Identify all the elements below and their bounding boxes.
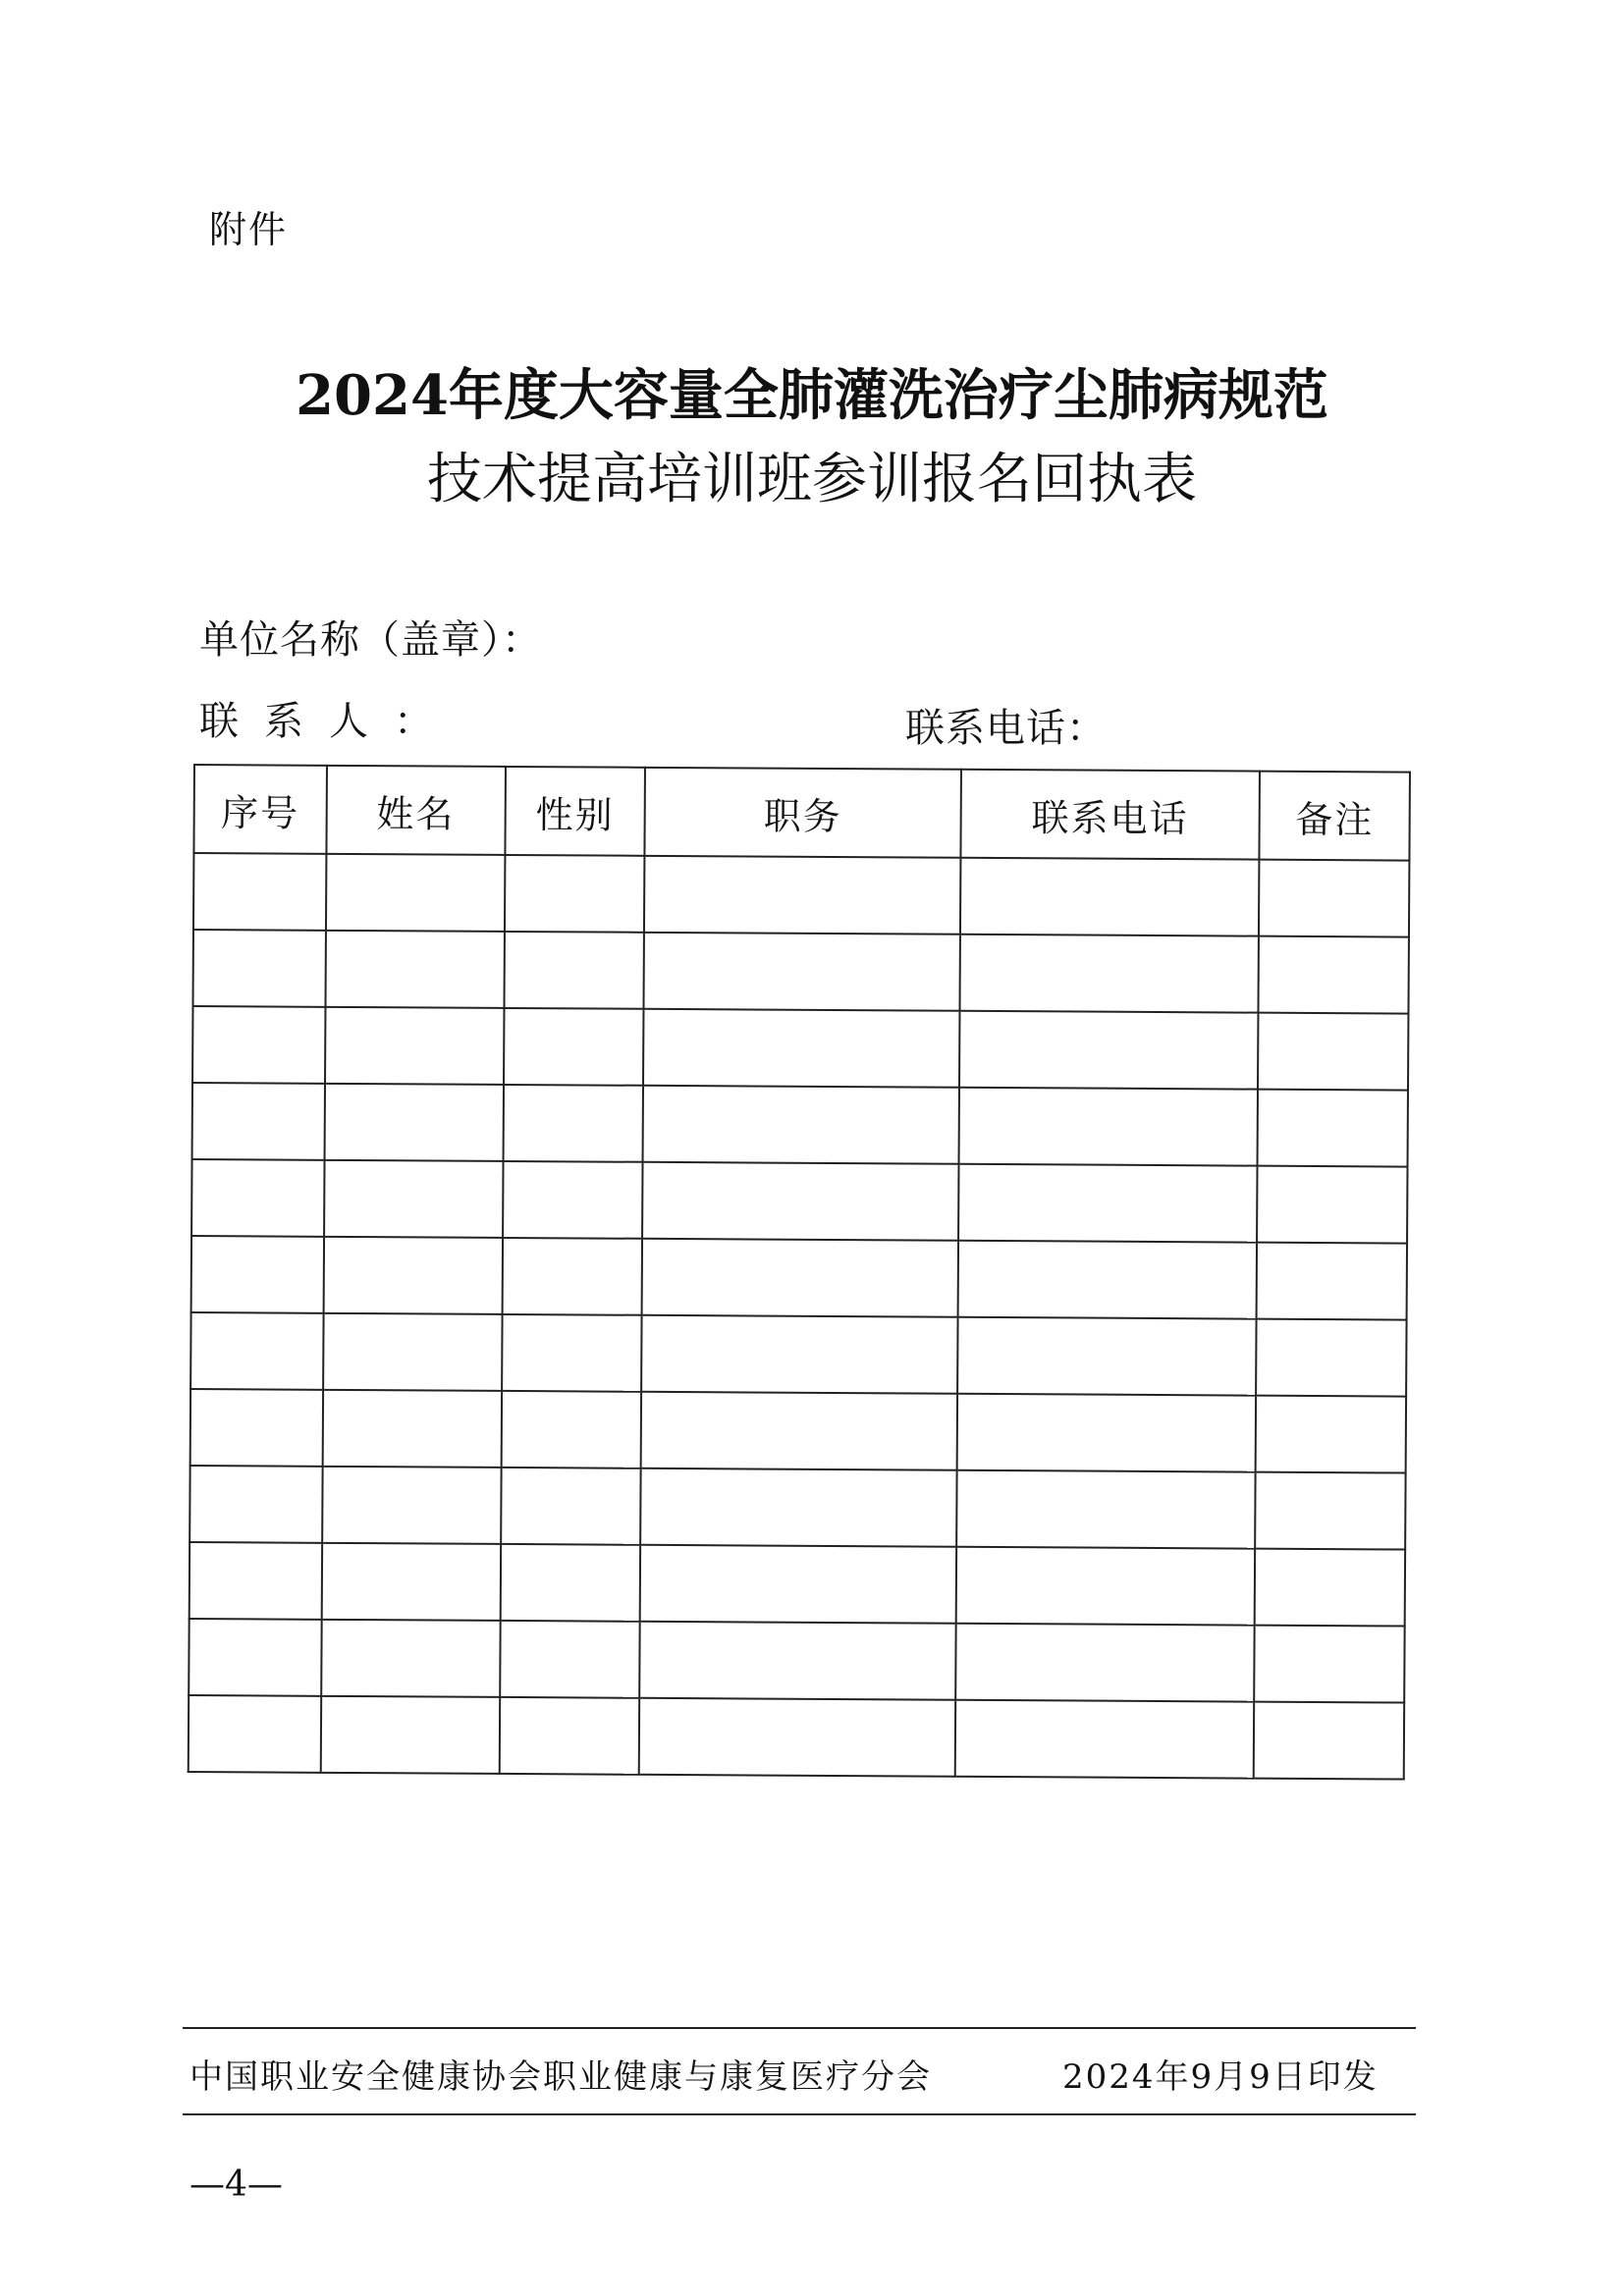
table-cell[interactable] [503, 1161, 643, 1239]
table-cell[interactable] [1259, 860, 1409, 937]
table-cell[interactable] [1254, 1626, 1404, 1703]
table-cell[interactable] [325, 1007, 504, 1085]
table-row [192, 1083, 1408, 1167]
table-cell[interactable] [189, 1466, 322, 1543]
attachment-label: 附件 [209, 208, 289, 251]
table-cell[interactable] [644, 856, 960, 934]
table-cell[interactable] [324, 1084, 503, 1161]
header-serial-number: 序号 [193, 765, 326, 854]
table-cell[interactable] [323, 1237, 502, 1314]
registration-table [188, 764, 1411, 1781]
table-cell[interactable] [189, 1695, 321, 1773]
table-cell[interactable] [504, 855, 644, 933]
table-cell[interactable] [956, 1394, 1256, 1472]
header-phone: 联系电话 [960, 770, 1260, 860]
table-cell[interactable] [1256, 1396, 1406, 1473]
table-cell[interactable] [322, 1467, 501, 1544]
header-name: 姓名 [326, 766, 505, 855]
table-cell[interactable] [321, 1696, 500, 1774]
table-row [193, 853, 1409, 937]
table-row [191, 1159, 1407, 1244]
footer-top-rule [183, 2027, 1416, 2029]
table-cell[interactable] [955, 1547, 1255, 1626]
contact-phone-label: 联系电话： [905, 706, 1107, 751]
table-cell[interactable] [325, 931, 504, 1008]
table-cell[interactable] [504, 932, 644, 1009]
table-cell[interactable] [191, 1236, 324, 1313]
document-title [0, 353, 1624, 522]
table-cell[interactable] [503, 1085, 643, 1162]
footer-bottom-rule [183, 2113, 1416, 2115]
header-remarks: 备注 [1260, 772, 1410, 861]
footer-issue-date: 2024年9月9日印发 [1062, 2057, 1379, 2097]
contact-person-label: 联系人： [199, 699, 459, 744]
table-row [192, 1006, 1408, 1091]
table-cell[interactable] [189, 1619, 321, 1696]
table-row [192, 930, 1408, 1014]
table-cell[interactable] [639, 1698, 955, 1777]
table-cell[interactable] [1256, 1319, 1406, 1397]
table-cell[interactable] [1258, 1013, 1408, 1091]
unit-name-label: 单位名称（盖章）： [199, 617, 542, 663]
page-number: —4— [189, 2164, 283, 2205]
table-row [189, 1542, 1405, 1627]
table-cell[interactable] [1257, 1243, 1407, 1320]
table-cell[interactable] [1255, 1549, 1405, 1627]
table-cell[interactable] [641, 1315, 957, 1394]
table-cell[interactable] [960, 858, 1260, 936]
table-cell[interactable] [504, 1008, 644, 1086]
table-cell[interactable] [192, 1083, 325, 1160]
table-cell[interactable] [958, 1164, 1258, 1243]
table-cell[interactable] [958, 1088, 1258, 1166]
table-cell[interactable] [1258, 1090, 1408, 1167]
table-cell[interactable] [326, 854, 505, 932]
table-cell[interactable] [321, 1620, 500, 1697]
table-cell[interactable] [954, 1700, 1254, 1779]
table-cell[interactable] [957, 1241, 1257, 1319]
table-cell[interactable] [190, 1389, 323, 1467]
table-cell[interactable] [501, 1391, 641, 1468]
table-cell[interactable] [499, 1697, 639, 1775]
table-cell[interactable] [324, 1160, 503, 1238]
table-cell[interactable] [502, 1314, 642, 1392]
table-cell[interactable] [193, 853, 326, 931]
table-row [189, 1619, 1404, 1703]
table-cell[interactable] [500, 1621, 640, 1698]
table-cell[interactable] [1255, 1472, 1405, 1550]
table-cell[interactable] [500, 1544, 640, 1622]
table-cell[interactable] [192, 930, 325, 1007]
table-cell[interactable] [322, 1390, 501, 1468]
table-cell[interactable] [955, 1624, 1255, 1702]
table-cell[interactable] [640, 1468, 956, 1547]
table-cell[interactable] [959, 934, 1259, 1013]
table-cell[interactable] [1254, 1702, 1404, 1780]
table-cell[interactable] [642, 1239, 958, 1317]
table-cell[interactable] [959, 1011, 1259, 1090]
header-position: 职务 [645, 768, 961, 858]
table-cell[interactable] [1257, 1166, 1407, 1244]
title-line-2: 技术提高培训班参训报名回执表 [427, 448, 1197, 511]
table-cell[interactable] [192, 1006, 325, 1084]
table-cell[interactable] [640, 1545, 956, 1624]
table-row [190, 1312, 1406, 1397]
table-cell[interactable] [189, 1542, 322, 1620]
table-cell[interactable] [643, 1086, 959, 1164]
table-cell[interactable] [644, 933, 960, 1011]
table-cell[interactable] [501, 1468, 641, 1545]
table-cell[interactable] [191, 1159, 324, 1237]
table-cell[interactable] [190, 1312, 323, 1390]
table-row [191, 1236, 1407, 1320]
table-row [189, 1695, 1404, 1780]
table-cell[interactable] [641, 1392, 957, 1470]
table-body [189, 853, 1410, 1780]
table-cell[interactable] [321, 1543, 500, 1621]
table-cell[interactable] [956, 1470, 1256, 1549]
table-cell[interactable] [323, 1313, 502, 1391]
table-cell[interactable] [643, 1009, 959, 1088]
table-cell[interactable] [1259, 936, 1409, 1014]
header-gender: 性别 [505, 767, 645, 856]
table-cell[interactable] [502, 1238, 642, 1315]
table-cell[interactable] [957, 1317, 1257, 1396]
table-cell[interactable] [642, 1162, 958, 1241]
title-line-1: 2024年度大容量全肺灌洗治疗尘肺病规范 [296, 363, 1328, 428]
table-row [190, 1389, 1406, 1473]
table-cell[interactable] [639, 1622, 955, 1700]
footer-organization: 中国职业安全健康协会职业健康与康复医疗分会 [189, 2057, 932, 2097]
table-row [189, 1466, 1405, 1550]
table-header-row [193, 765, 1410, 861]
